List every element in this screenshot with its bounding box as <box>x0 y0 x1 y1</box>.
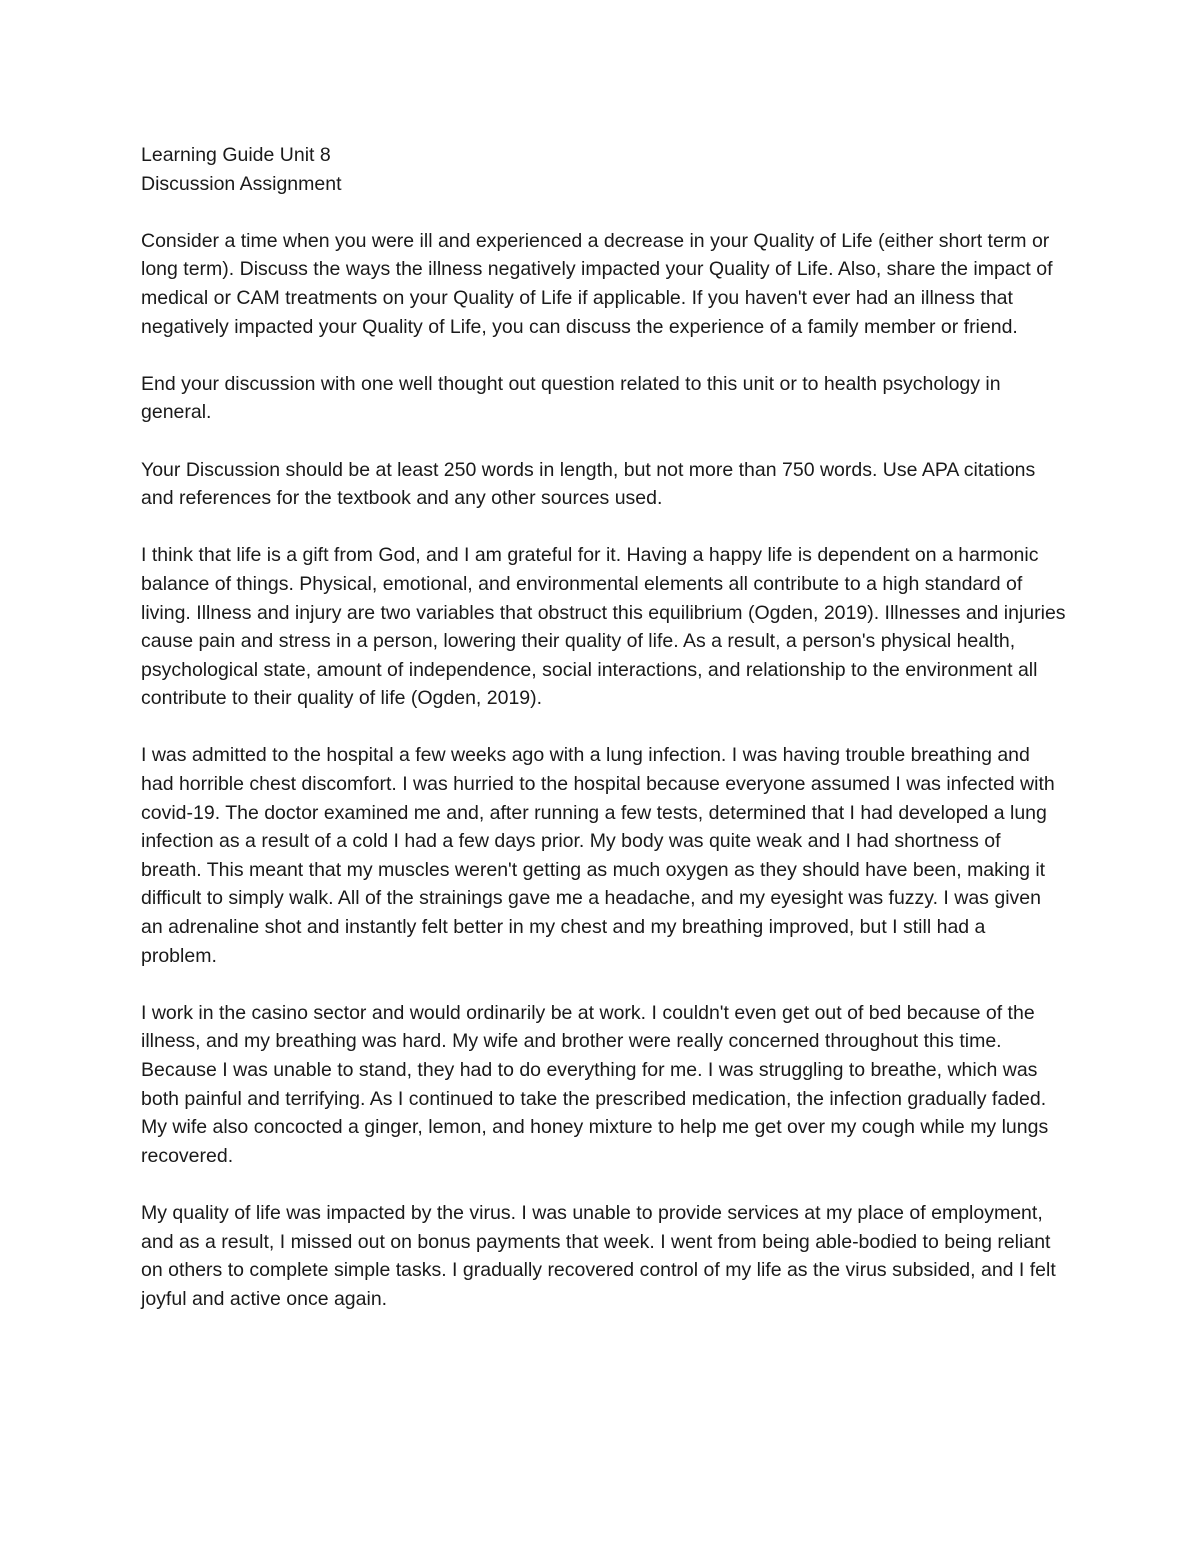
response-impact-paragraph: I work in the casino sector and would ordinarily be at work. I couldn't even get out of bed because of the illness, and my breathing was hard. My wife and brother were really concerned throughout this time. Because I was unable to stand, they had to do everything for me. I was struggling to breathe, which was both painful and terrifying. As I continued to take the prescribed medication, the infection gradually faded. My wife also concocted a ginger, lemon, and honey mixture to help me get over my cough while my lungs recovered. <box>141 1001 1049 1167</box>
document-title: Learning Guide Unit 8 <box>141 144 331 166</box>
response-intro-paragraph: I think that life is a gift from God, and I am grateful for it. Having a happy life is dependent on a harmonic balance of things. Physical, emotional, and environmental elements all contribute to a high standard of living. Illness and injury are two variables that obstruct this equilibrium (Ogden, 2019). Illnesses and injuries cause pain and stress in a person, lowering their quality of life. As a result, a person's physical health, psychological state, amount of independence, social interactions, and relationship to the environment all contribute to their quality of life (Ogden, 2019). <box>141 544 1066 710</box>
document-subtitle: Discussion Assignment <box>141 172 342 195</box>
assignment-requirements-paragraph: Your Discussion should be at least 250 words in length, but not more than 750 words. Use APA citations and references for the textbook and any other sources used. <box>141 458 1036 510</box>
response-illness-paragraph: I was admitted to the hospital a few weeks ago with a lung infection. I was having trouble breathing and had horrible chest discomfort. I was hurried to the hospital because everyone assumed I was infected with covid-19. The doctor examined me and, after running a few tests, determined that I had developed a lung infection as a result of a cold I had a few days prior. My body was quite weak and I had shortness of breath. This meant that my muscles weren't getting as much oxygen as they should have been, making it difficult to simply walk. All of the strainings gave me a headache, and my eyesight was fuzzy. I was given an adrenaline shot and instantly felt better in my chest and my breathing improved, but I still had a problem. <box>141 744 1055 967</box>
document-header <box>141 141 1066 198</box>
assignment-prompt-paragraph: Consider a time when you were ill and experienced a decrease in your Quality of Life (either short term or long term). Discuss the ways the illness negatively impacted your Quality of Life. Also, share the impact of medical or CAM treatments on your Quality of Life if applicable. If you haven't ever had an illness that negatively impacted your Quality of Life, you can discuss the experience of a family member or friend. <box>141 229 1053 338</box>
assignment-question-paragraph: End your discussion with one well thought out question related to this unit or to health psychology in general. <box>141 372 1001 424</box>
response-quality-paragraph: My quality of life was impacted by the virus. I was unable to provide services at my place of employment, and as a result, I missed out on bonus payments that week. I went from being able-bodied to being reliant on others to complete simple tasks. I gradually recovered control of my life as the virus subsided, and I felt joyful and active once again. <box>141 1201 1056 1310</box>
document-body <box>141 141 1066 1342</box>
